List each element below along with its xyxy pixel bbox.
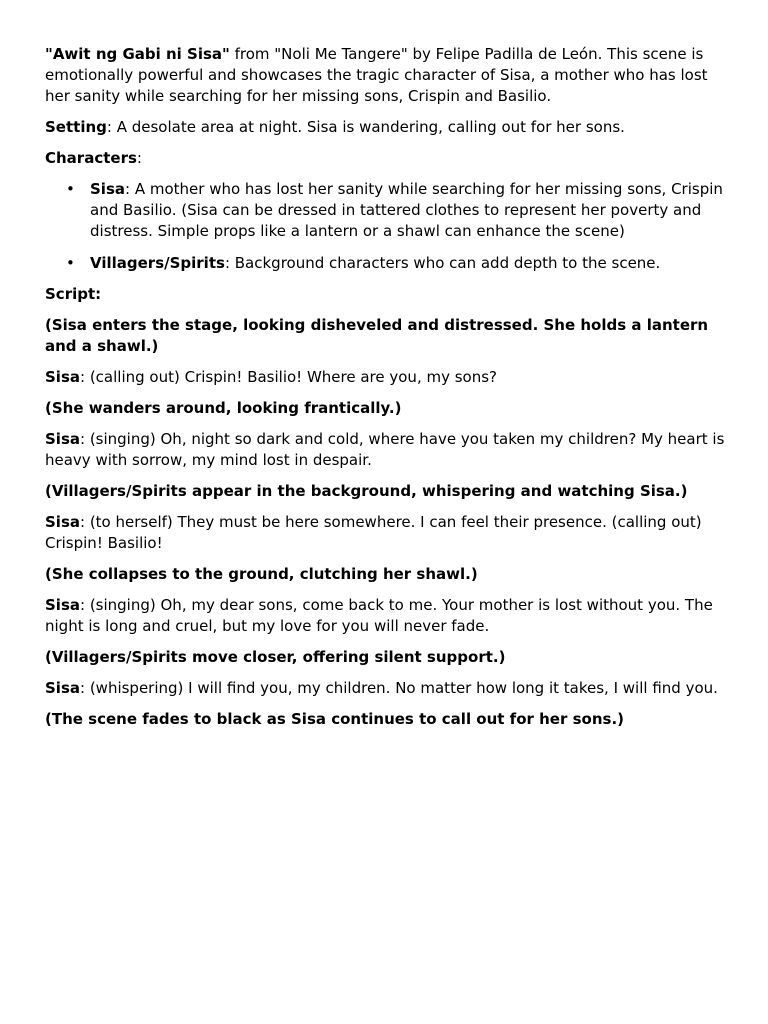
character-description: : A mother who has lost her sanity while searching for her missing sons, Crispin and Basilio. (Sisa can be dressed in tattered clothes to represent her poverty and distress. Simple props like a lantern or a shawl can enhance the scene) <box>90 180 723 240</box>
dialogue-line <box>45 429 725 471</box>
characters-suffix: : <box>136 149 142 167</box>
speaker-name: Sisa <box>45 368 80 386</box>
character-name: Sisa <box>90 180 125 198</box>
stage-direction: (Villagers/Spirits move closer, offering silent support.) <box>45 648 506 666</box>
dialogue-line <box>45 367 725 388</box>
character-description: : Background characters who can add depth to the scene. <box>224 254 661 272</box>
bullet-icon: • <box>66 254 75 272</box>
dialogue-text: : (whispering) I will find you, my children. No matter how long it takes, I will find you. <box>80 679 718 697</box>
setting-paragraph <box>45 117 725 138</box>
setting-label: Setting <box>45 118 107 136</box>
stage-direction: (Sisa enters the stage, looking disheveled and distressed. She holds a lantern and a shawl.) <box>45 316 709 355</box>
speaker-name: Sisa <box>45 679 80 697</box>
stage-direction: (She collapses to the ground, clutching her shawl.) <box>45 565 478 583</box>
character-name: Villagers/Spirits <box>90 254 225 272</box>
dialogue-text: : (calling out) Crispin! Basilio! Where are you, my sons? <box>80 368 498 386</box>
stage-direction: (The scene fades to black as Sisa continues to call out for her sons.) <box>45 710 624 728</box>
characters-heading <box>45 148 725 169</box>
speaker-name: Sisa <box>45 596 80 614</box>
speaker-name: Sisa <box>45 513 80 531</box>
dialogue-line <box>45 512 725 554</box>
script-heading-text: Script: <box>45 285 102 303</box>
dialogue-line <box>45 678 725 699</box>
dialogue-text: : (singing) Oh, night so dark and cold, where have you taken my children? My heart is heavy with sorrow, my mind lost in despair. <box>45 430 725 469</box>
stage-direction: (Villagers/Spirits appear in the background, whispering and watching Sisa.) <box>45 482 688 500</box>
setting-text: : A desolate area at night. Sisa is wandering, calling out for her sons. <box>106 118 625 136</box>
dialogue-text: : (singing) Oh, my dear sons, come back to me. Your mother is lost without you. The night is long and cruel, but my love for you will never fade. <box>45 596 713 635</box>
script-heading <box>45 284 725 305</box>
character-item-villagers <box>66 253 725 274</box>
script-document <box>45 44 725 740</box>
character-list <box>45 179 725 274</box>
speaker-name: Sisa <box>45 430 80 448</box>
character-item-sisa <box>66 179 725 242</box>
stage-direction: (She wanders around, looking frantically.) <box>45 399 402 417</box>
characters-label: Characters <box>45 149 137 167</box>
play-title: "Awit ng Gabi ni Sisa" <box>45 45 230 63</box>
dialogue-line <box>45 595 725 637</box>
intro-text: from "Noli Me Tangere" by Felipe Padilla de León. This scene is emotionally powerful and showcases the tragic character of Sisa, a mother who has lost her sanity while searching for her missing sons, Crispin and Basilio. <box>45 45 708 105</box>
intro-paragraph <box>45 44 725 107</box>
dialogue-text: : (to herself) They must be here somewhere. I can feel their presence. (calling out) Crispin! Basilio! <box>45 513 702 552</box>
bullet-icon: • <box>66 180 75 198</box>
